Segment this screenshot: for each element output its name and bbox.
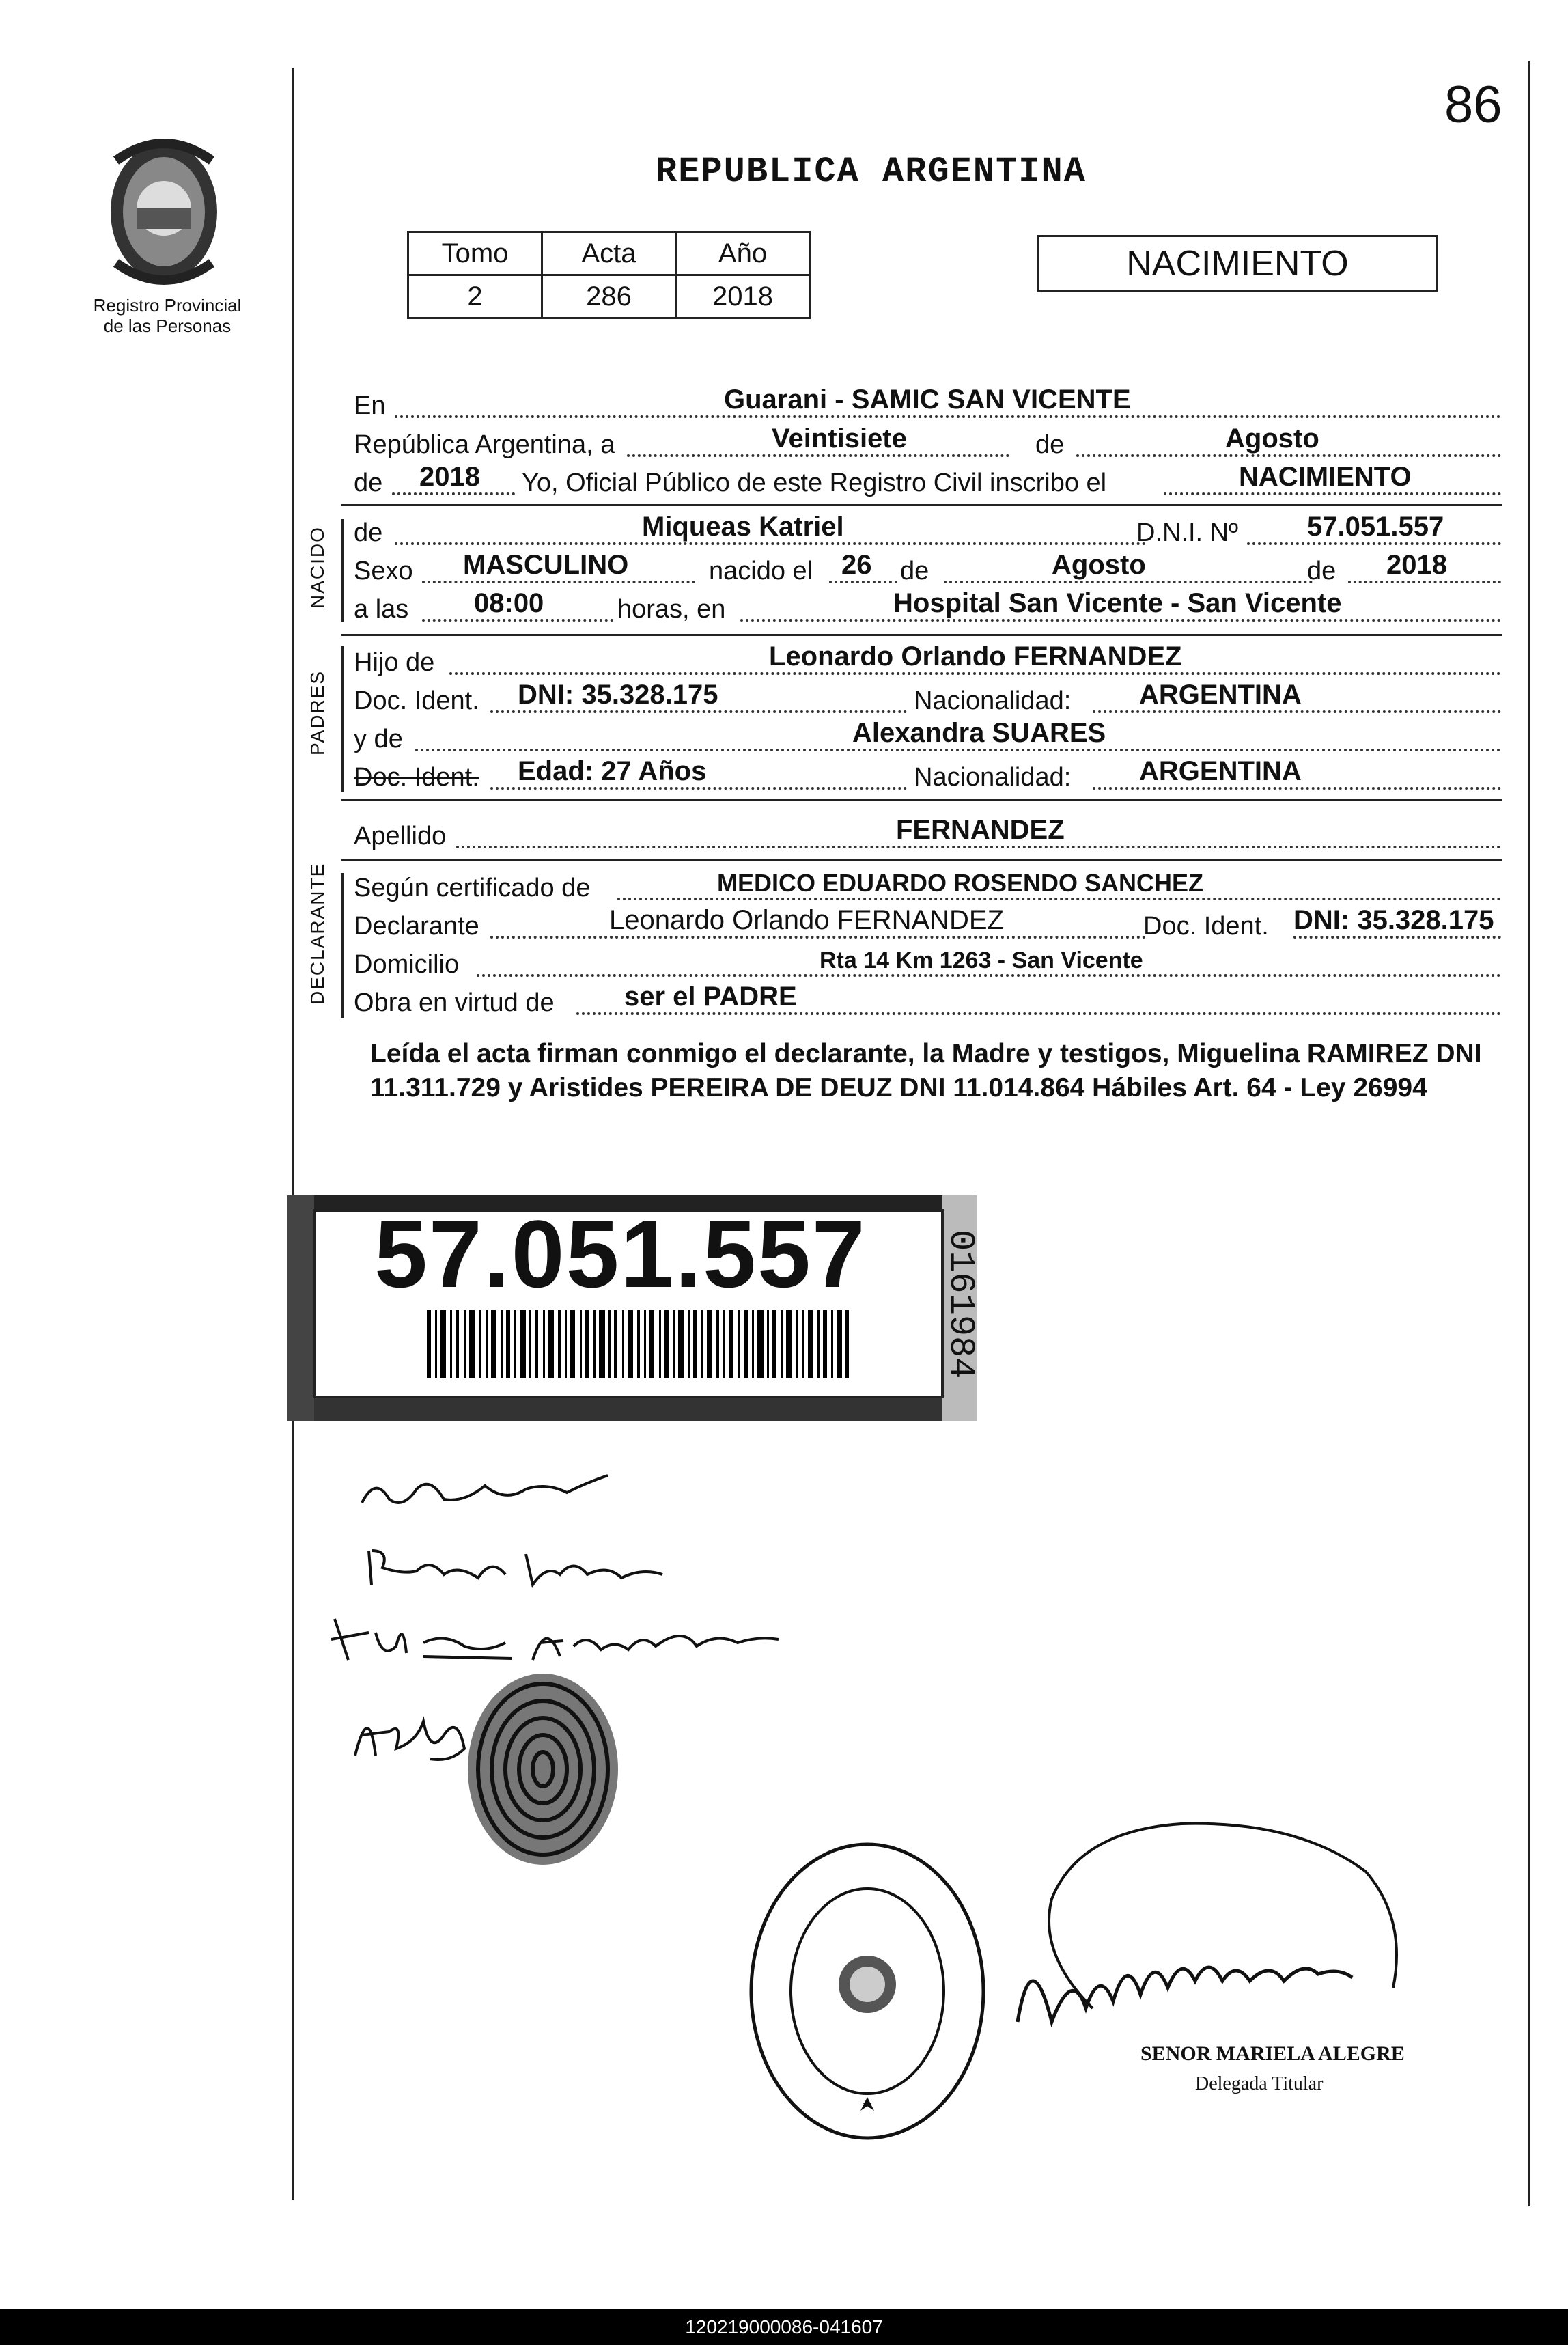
nacido-bracket (341, 519, 344, 622)
value-tomo: 2 (408, 275, 542, 318)
dotted-line (576, 1012, 1501, 1015)
inscribo-text: Yo, Oficial Público de este Registro Civil inscribo el (522, 469, 1107, 497)
dotted-line (490, 936, 1146, 939)
dotted-line (1348, 581, 1501, 583)
de-label: de (1035, 430, 1065, 459)
section-divider (341, 799, 1502, 801)
certificado-label: Según certificado de (354, 874, 591, 902)
nacido-dni: 57.051.557 (1307, 512, 1444, 542)
lugar-value: Guarani - SAMIC SAN VICENTE (724, 385, 1131, 415)
dotted-line (490, 787, 907, 790)
official-name: SENOR MARIELA ALEGRE (1140, 2042, 1405, 2065)
signature-ramirez-miguelina (362, 1537, 683, 1598)
dotted-line (415, 749, 1501, 751)
row-apellido (354, 816, 1501, 854)
dni-label: D.N.I. Nº (1136, 518, 1238, 547)
madre-nombre: Alexandra SUARES (852, 718, 1106, 748)
official-seal (744, 1837, 990, 2145)
nacido-dia: 26 (841, 550, 872, 580)
padres-bracket (341, 646, 344, 792)
registro-table (407, 231, 811, 319)
row-hora (354, 589, 1501, 627)
barcode-control-number: 0161984 (940, 1230, 981, 1379)
nacionalidad-label: Nacionalidad: (914, 686, 1072, 715)
page-number: 86 (1444, 76, 1502, 134)
hora-value: 08:00 (474, 588, 544, 618)
document-footer-id: 120219000086-041607 (0, 2309, 1568, 2345)
en-label: En (354, 391, 386, 420)
dia-value: Veintisiete (772, 424, 907, 454)
official-signature (1011, 1817, 1455, 2056)
declarante-value: Leonardo Orlando FERNANDEZ (609, 905, 1005, 935)
declarante-doc-label: Doc. Ident. (1143, 912, 1269, 941)
official-role: Delegada Titular (1195, 2073, 1324, 2094)
obra-label: Obra en virtud de (354, 988, 555, 1017)
dotted-line (456, 846, 1501, 848)
dotted-line (1093, 710, 1501, 713)
dotted-line (740, 619, 1501, 622)
logo-caption (68, 295, 266, 336)
republica-label: República Argentina, a (354, 430, 615, 459)
barcode-bars (427, 1310, 850, 1378)
madre-edad: Edad: 27 Años (518, 756, 707, 786)
padre-nombre: Leonardo Orlando FERNANDEZ (769, 641, 1182, 671)
padre-doc: DNI: 35.328.175 (518, 680, 718, 710)
dotted-line (449, 672, 1501, 675)
obra-value: ser el PADRE (624, 982, 797, 1012)
dotted-line (1247, 542, 1501, 545)
dotted-line (422, 619, 613, 622)
apellido-label: Apellido (354, 822, 447, 850)
value-anio: 2018 (676, 275, 810, 318)
fingerprint (458, 1667, 628, 1872)
de-label: de (354, 518, 383, 547)
nacido-el-label: nacido el (709, 557, 813, 585)
row-padre-doc (354, 680, 1501, 719)
dotted-line (477, 974, 1501, 977)
madre-nacionalidad: ARGENTINA (1139, 756, 1302, 786)
row-domicilio (354, 944, 1501, 982)
horas-label: horas, en (617, 595, 726, 624)
dotted-line (1093, 787, 1501, 790)
doc-label-struck: Doc. Ident. (354, 763, 479, 792)
nacido-side-label: NACIDO (307, 526, 328, 609)
row-obra (354, 982, 1501, 1021)
de-label: de (900, 557, 929, 585)
lugar-nacimiento: Hospital San Vicente - San Vicente (893, 588, 1342, 618)
row-sexo (354, 551, 1501, 589)
leida-paragraph: Leída el acta firman conmigo el declarante, la Madre y testigos, Miguelina RAMIREZ DNI 11.311.729 y Aristides PEREIRA DE DEUZ DNI 11.014.864 Hábiles Art. 64 - Ley 26994 (370, 1039, 1482, 1102)
row-padre (354, 642, 1501, 680)
mes-value: Agosto (1225, 424, 1319, 454)
dotted-line (490, 710, 907, 713)
row-republica (354, 424, 1501, 462)
row-en (354, 385, 1501, 424)
value-acta: 286 (542, 275, 676, 318)
section-divider (341, 634, 1502, 636)
row-certificado (354, 868, 1501, 906)
dotted-line (1076, 454, 1501, 457)
anio-value: 2018 (419, 462, 480, 492)
dotted-line (617, 898, 1501, 900)
row-nacido-nombre (354, 512, 1501, 551)
nacido-mes: Agosto (1052, 550, 1146, 580)
hora-label: a las (354, 595, 409, 624)
declarante-label: Declarante (354, 912, 479, 941)
doc-label: Doc. Ident. (354, 686, 479, 715)
left-border-line (292, 68, 294, 2200)
dotted-line (627, 454, 1009, 457)
dotted-line (944, 581, 1313, 583)
declarante-doc-value: DNI: 35.328.175 (1293, 905, 1494, 935)
row-madre (354, 719, 1501, 757)
inscribo-value: NACIMIENTO (1239, 462, 1412, 492)
de-label: de (1307, 557, 1336, 585)
dotted-line (422, 581, 695, 583)
declarante-bracket (341, 873, 344, 1018)
row-inscribo (354, 462, 1501, 501)
de2-label: de (354, 469, 383, 497)
right-border-line (1528, 61, 1530, 2206)
dotted-line (1293, 936, 1501, 939)
section-divider (341, 859, 1502, 861)
domicilio-label: Domicilio (354, 950, 460, 979)
section-divider (341, 504, 1502, 506)
header-anio: Año (676, 232, 810, 275)
nacido-anio: 2018 (1386, 550, 1447, 580)
dotted-line (395, 542, 1146, 545)
domicilio-value: Rta 14 Km 1263 - San Vicente (820, 947, 1143, 973)
certificado-value: MEDICO EDUARDO ROSENDO SANCHEZ (717, 869, 1204, 897)
logo-caption-line-1: Registro Provincial (93, 295, 242, 316)
province-logo (89, 133, 239, 290)
padre-nacionalidad: ARGENTINA (1139, 680, 1302, 710)
nacionalidad-label: Nacionalidad: (914, 763, 1072, 792)
hijo-label: Hijo de (354, 648, 435, 677)
acta-type-box: NACIMIENTO (1037, 235, 1438, 292)
header-acta: Acta (542, 232, 676, 275)
dotted-line (395, 415, 1501, 418)
yde-label: y de (354, 725, 403, 753)
dotted-line (392, 492, 515, 495)
row-madre-doc (354, 757, 1501, 795)
header-tomo: Tomo (408, 232, 542, 275)
row-declarante (354, 906, 1501, 944)
sexo-label: Sexo (354, 557, 413, 585)
barcode-number: 57.051.557 (374, 1200, 867, 1307)
sexo-value: MASCULINO (463, 550, 629, 580)
apellido-value: FERNANDEZ (896, 815, 1065, 845)
logo-caption-line-2: de las Personas (103, 316, 232, 336)
nacido-nombre: Miqueas Katriel (642, 512, 844, 542)
declarante-side-label: DECLARANTE (307, 862, 328, 1005)
dotted-line (829, 581, 897, 583)
document-title: REPUBLICA ARGENTINA (656, 152, 1087, 192)
dotted-line (1164, 492, 1501, 495)
padres-side-label: PADRES (307, 669, 328, 755)
signature-orlando (355, 1462, 615, 1523)
